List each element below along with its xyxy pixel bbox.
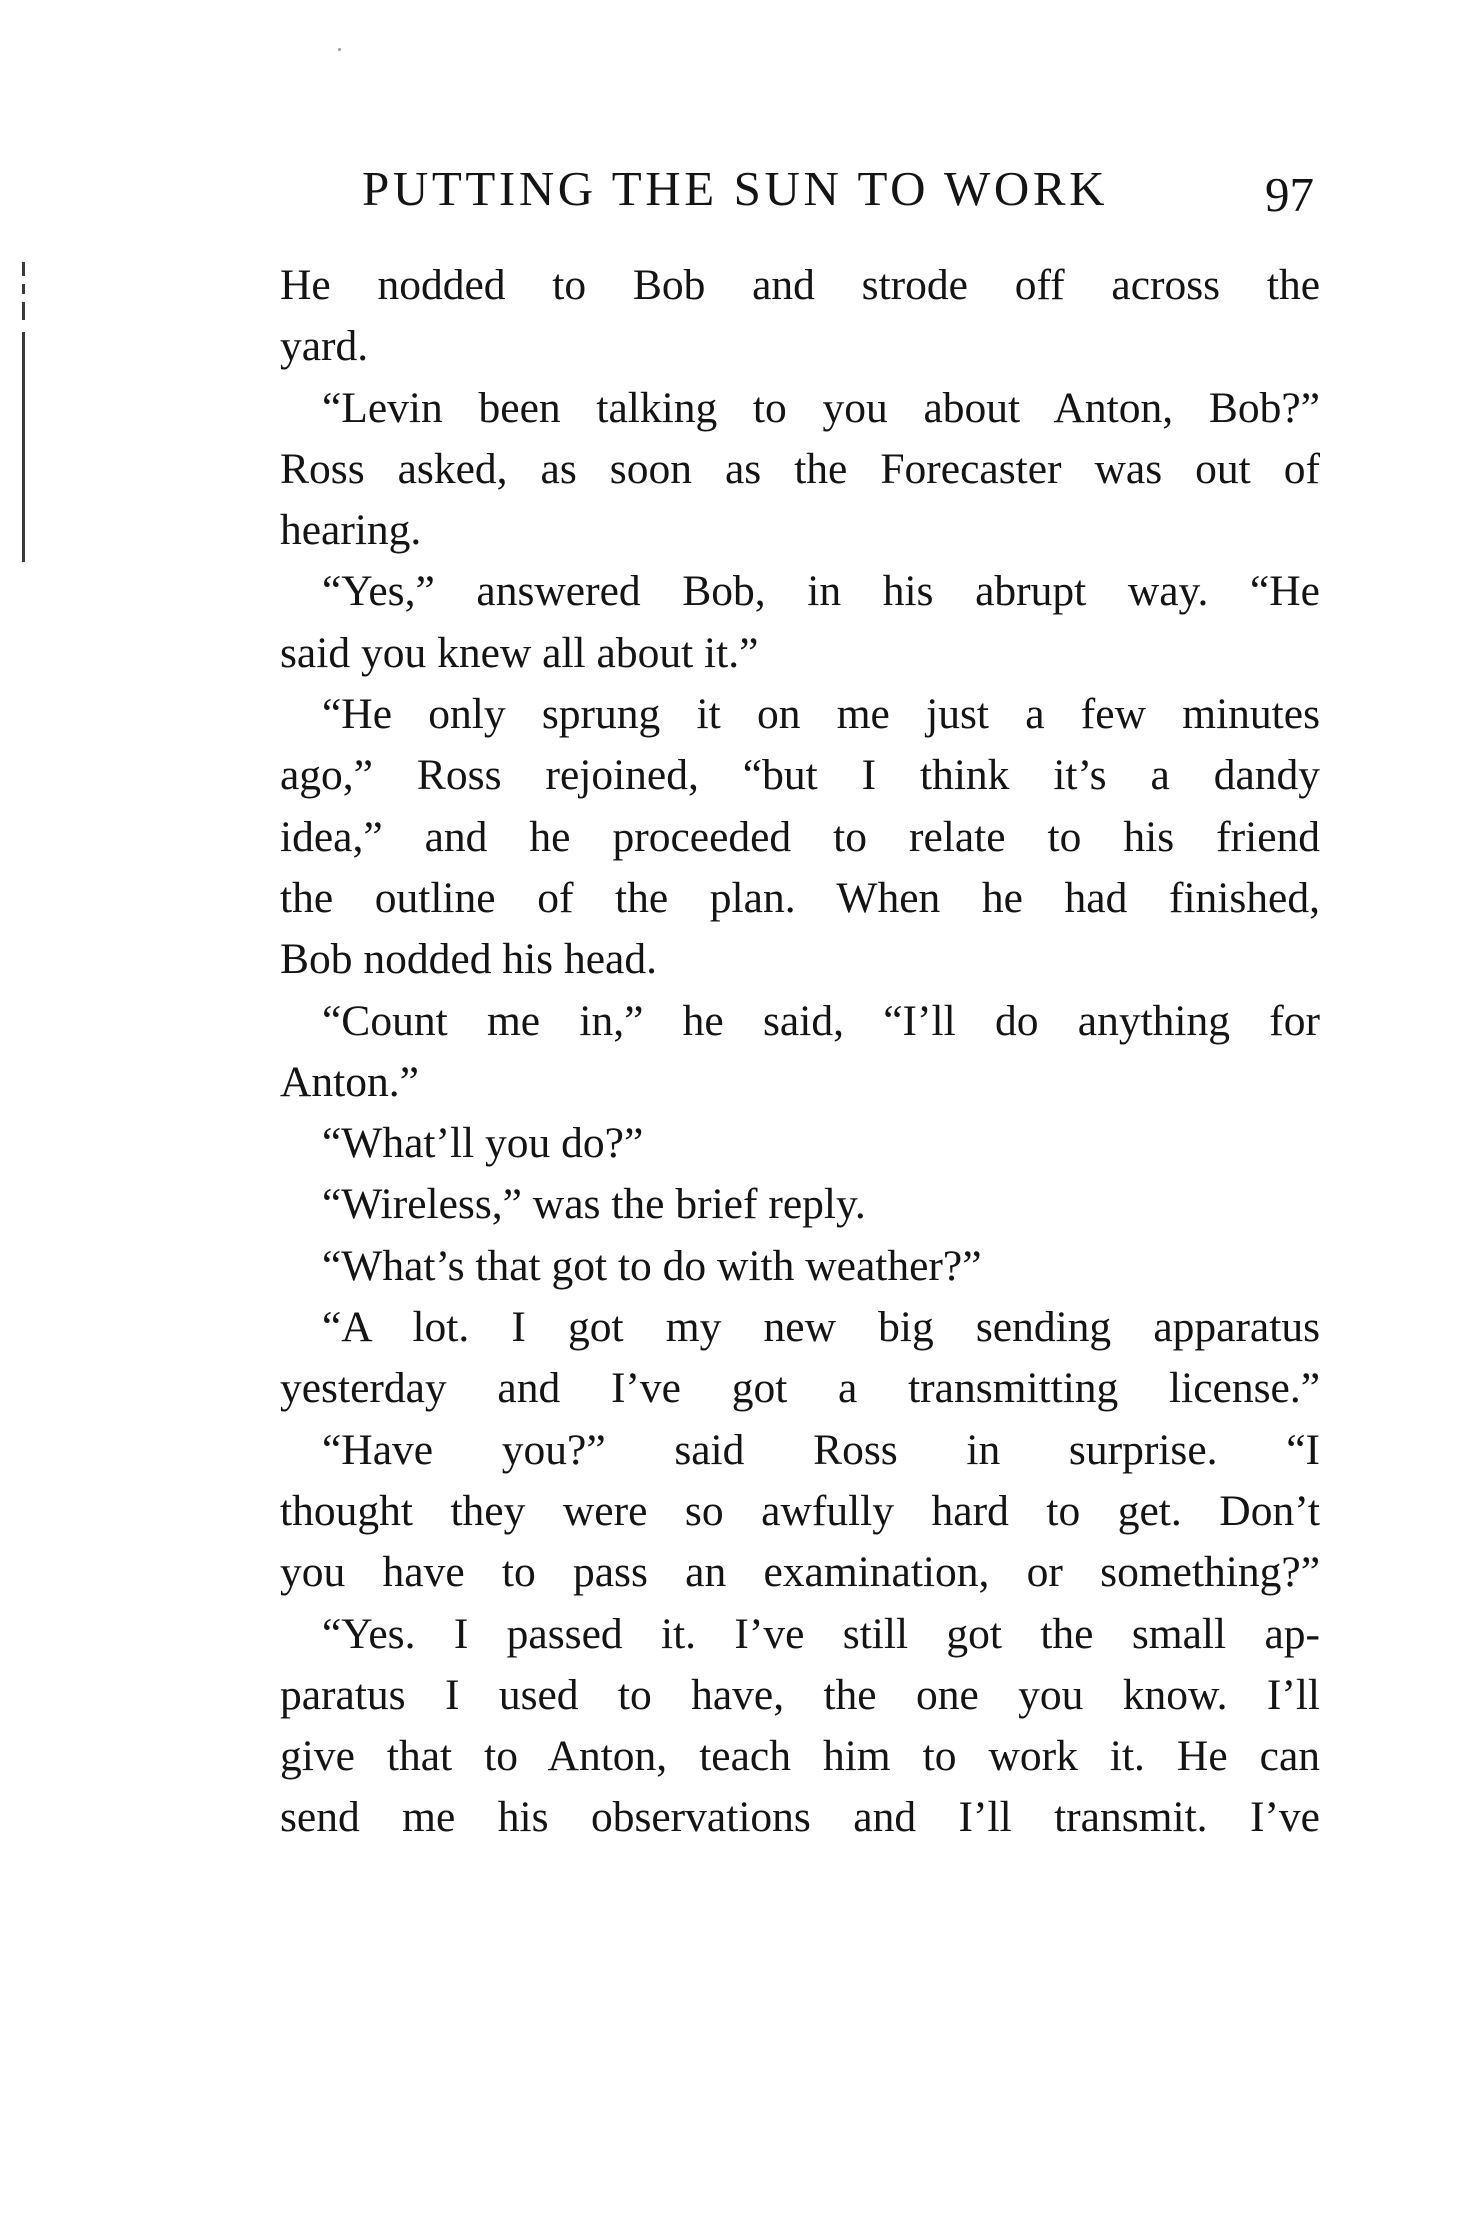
text-line: yesterday and I’ve got a transmitting license.” (280, 1364, 1320, 1413)
text-line: “Yes,” answered Bob, in his abrupt way. “He (322, 567, 1320, 616)
text-line: Ross asked, as soon as the Forecaster was out of (280, 444, 1320, 493)
text-line: Anton.” (280, 1057, 419, 1106)
text-line: “What’s that got to do with weather?” (322, 1241, 982, 1290)
running-title: PUTTING THE SUN TO WORK (362, 161, 1109, 216)
text-line: “Levin been talking to you about Anton, Bob?” (322, 383, 1320, 432)
text-line: idea,” and he proceeded to relate to his friend (280, 812, 1320, 861)
binding-edge-mark (22, 262, 30, 562)
text-line: hearing. (280, 506, 422, 555)
text-line: thought they were so awfully hard to get. Don’t (280, 1486, 1320, 1535)
text-line: “Have you?” said Ross in surprise. “I (322, 1425, 1320, 1474)
text-line: give that to Anton, teach him to work it. He can (280, 1732, 1320, 1781)
text-line: He nodded to Bob and strode off across the (280, 261, 1320, 309)
text-line: “What’ll you do?” (322, 1119, 644, 1168)
text-line: “Count me in,” he said, “I’ll do anything for (322, 996, 1320, 1045)
text-line: “Yes. I passed it. I’ve still got the small ap- (322, 1609, 1320, 1658)
paper-speck (338, 48, 341, 51)
text-line: “He only sprung it on me just a few minutes (322, 690, 1320, 739)
text-line: you have to pass an examination, or something?” (280, 1548, 1320, 1597)
text-line: send me his observations and I’ll transmit. I’ve (280, 1793, 1320, 1842)
text-line: the outline of the plan. When he had finished, (280, 873, 1320, 922)
text-line: ago,” Ross rejoined, “but I think it’s a dandy (280, 751, 1320, 800)
page-number: 97 (1265, 167, 1314, 222)
text-line: “Wireless,” was the brief reply. (322, 1180, 866, 1229)
text-line: Bob nodded his head. (280, 935, 657, 984)
text-line: said you knew all about it.” (280, 628, 759, 677)
running-head (362, 160, 1314, 240)
body-text (280, 255, 1320, 1849)
text-line: paratus I used to have, the one you know. I’ll (280, 1670, 1320, 1719)
text-line: “A lot. I got my new big sending apparatus (322, 1303, 1320, 1352)
text-line: yard. (280, 322, 369, 371)
